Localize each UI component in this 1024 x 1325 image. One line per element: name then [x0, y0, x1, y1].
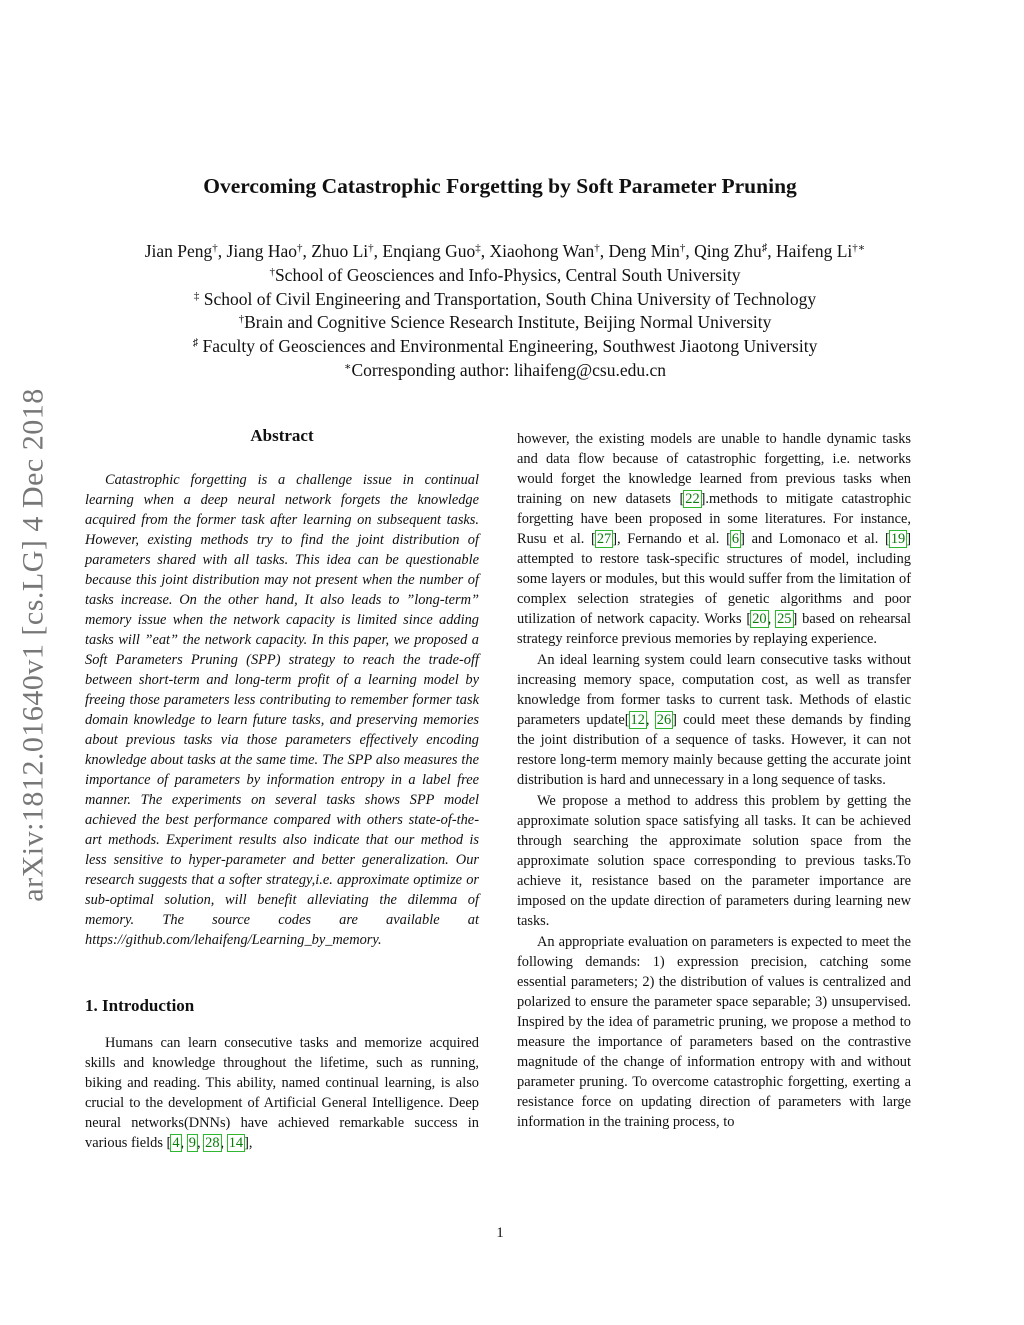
paragraph-text: An ideal learning system could learn consecutive tasks without increasing memory space, computation cost, as well as transfer knowledge from former tasks to current task. Methods of elastic parameters update[: [517, 652, 911, 728]
author-list: [0, 240, 1010, 264]
citation-link[interactable]: 28: [205, 1135, 220, 1151]
affiliation-mark: ♯: [192, 337, 199, 350]
abstract-heading: Abstract: [250, 426, 314, 445]
citation-link[interactable]: 6: [731, 531, 740, 547]
author-name: Zhuo Li: [311, 241, 369, 261]
affiliation-mark: ‡: [193, 289, 200, 302]
author-name: Jiang Hao: [226, 241, 298, 261]
author-separator: ,: [685, 241, 695, 261]
introduction-heading: 1. Introduction: [85, 996, 195, 1015]
author-name: Haifeng Li: [776, 241, 853, 261]
paragraph-text: ] and Lomonaco et al. [: [740, 531, 890, 547]
body-paragraph: An ideal learning system could learn consecutive tasks without increasing memory space, computation cost, as well as transfer knowledge from former tasks to current task. Methods of elastic parameters update[12, 26] could meet these demands by finding the joint distribution of a sequence of tasks. However, it can not restore long-term memory mainly because getting the accurate joint distribution is hard and unnecessary in a long sequence of tasks.: [517, 652, 911, 788]
author-mark: †∗: [852, 242, 866, 254]
author-mark: ‡: [475, 242, 481, 254]
author-separator: ,: [599, 241, 609, 261]
paragraph-text: however, the existing models are unable to handle dynamic tasks and data flow because of catastrophic forgetting, i.e. networks would forget the knowledge learned from previous tasks when training on new datasets [: [517, 431, 911, 507]
author-mark: †: [297, 242, 303, 254]
body-paragraph: We propose a method to address this problem by getting the approximate solution space satisfying all tasks. It can be achieved through searching the approximate solution space from the approximate solution space corresponding to previous tasks.To achieve it, resistance based on the parameter importance are imposed on the update direction of parameters during learning new tasks.: [517, 793, 911, 929]
page-number: 1: [496, 1225, 504, 1241]
citation-link[interactable]: 22: [685, 491, 700, 507]
left-column: [85, 426, 479, 1153]
citation-link[interactable]: 4: [172, 1135, 180, 1151]
author-name: Enqiang Guo: [382, 241, 476, 261]
author-name: Xiaohong Wan: [489, 241, 595, 261]
author-name: Jian Peng: [144, 241, 213, 261]
affiliation-mark: †: [238, 313, 245, 326]
abstract-text: Catastrophic forgetting is a challenge issue in continual learning when a deep neural network forgets the knowledge acquired from the former task after learning on subsequent tasks. However, existing methods try to find the joint distribution of parameters shared with all tasks. This idea can be questionable because this joint distribution may not present when the number of tasks increase. On the other hand, It also leads to ”long-term” memory issue when the network capacity is limited since adding tasks will ”eat” the network capacity. In this paper, we proposed a Soft Parameters Pruning (SPP) strategy to reach the trade-off between short-term and long-term profit of a learning model by freeing those parameters less contributing to remember former task domain knowledge to learn future tasks, and preserving memories about previous tasks via those parameters effectively encoding knowledge about tasks at the same time. The SPP also measures the importance of parameters by information entropy in a label free manner. The experiments on several tasks shows SPP model achieved the best performance compared with others state-of-the-art methods. Experiment results also indicate that our method is less sensitive to hyper-parameter and better generalization. Our research suggests that a softer strategy,i.e. approximate optimize or sub-optimal solution, will benefit alleviating the dilemma of memory. The source codes are available at https://github.com/lehaifeng/Learning_by_memory.: [85, 472, 479, 948]
affiliation-text: Faculty of Geosciences and Environmental Engineering, Southwest Jiaotong University: [198, 336, 818, 357]
paragraph-text: ], Fernando et al. [: [612, 531, 731, 547]
affiliation: [0, 264, 1010, 288]
author-name: Qing Zhu: [694, 241, 762, 261]
arxiv-stamp-text: arXiv:1812.01640v1 [cs.LG] 4 Dec 2018: [17, 388, 50, 902]
arxiv-stamp: [14, 360, 54, 930]
author-separator: ,: [302, 241, 312, 261]
affiliation-text: School of Geosciences and Info-Physics, Central South University: [274, 264, 741, 285]
affiliation-text: Brain and Cognitive Science Research Institute, Beijing Normal University: [244, 312, 772, 333]
citation-link[interactable]: 20: [752, 611, 767, 627]
paragraph-text: ].methods to mitigate catastrophic forgetting have been proposed in some literatures. For instance, Rusu et al. [: [517, 491, 911, 547]
affiliation: [0, 288, 1010, 312]
citation-link[interactable]: 25: [777, 611, 792, 627]
author-separator: ,: [217, 241, 227, 261]
corresponding-author: [0, 359, 1010, 383]
affiliation: [0, 335, 1010, 359]
author-name: Deng Min: [608, 241, 680, 261]
author-mark: †: [368, 242, 374, 254]
citation-link[interactable]: 27: [596, 531, 612, 547]
introduction-paragraph: Humans can learn consecutive tasks and memorize acquired skills and knowledge throughout the lifetime, such as running, biking and reading. This ability, named continual learning, is also crucial to the development of Artificial General Intelligence. Deep neural networks(DNNs) have achieved remarkable success in various fields [4, 9, 28, 14],: [85, 1035, 479, 1151]
paragraph-text: ] attempted to restore task-specific structures of model, including some layers or modules, but this would suffer from the limitation of complex selection strategies of genetic algorithms and poor utilization of network capacity. Works [: [517, 531, 912, 627]
body-paragraph: An appropriate evaluation on parameters is expected to meet the following demands: 1) expression precision, catching some essential parameters; 2) the distribution of values is centralized and polarized to ensure the parameter space separable; 3) unsupervised. Inspired by the idea of parametric pruning, we propose a method to measure the importance of parameters based on the contrastive magnitude of the change of information entropy with and without parameter pruning. To overcome catastrophic forgetting, exerting a resistance force on updating direction of parameters with large information in the training process, to: [517, 934, 911, 1130]
citation-link[interactable]: 26: [656, 712, 672, 728]
author-mark: ♯: [761, 242, 768, 254]
author-mark: †: [594, 242, 600, 254]
citation-link[interactable]: 19: [890, 531, 906, 547]
right-column: [517, 429, 911, 1132]
author-mark: †: [679, 242, 686, 254]
author-mark: †: [212, 242, 218, 254]
paragraph-text: ],: [244, 1135, 253, 1151]
author-separator: ,: [767, 241, 776, 261]
author-separator: ,: [480, 241, 490, 261]
author-separator: ,: [373, 241, 383, 261]
citation-link[interactable]: 9: [188, 1135, 196, 1151]
citation-link[interactable]: 14: [228, 1135, 244, 1151]
paper-title: Overcoming Catastrophic Forgetting by Soft Parameter Pruning: [203, 174, 797, 198]
citation-link[interactable]: 12: [630, 712, 645, 728]
affiliation-mark: ∗: [344, 360, 352, 373]
affiliation-text: School of Civil Engineering and Transportation, South China University of Technology: [199, 288, 817, 309]
paragraph-text: ] could meet these demands by finding the joint distribution of a sequence of tasks. However, it can not restore long-term memory mainly because getting the accurate joint distribution is hard and unnecessary in a long sequence of tasks.: [517, 712, 911, 788]
paragraph-text: ] based on rehearsal strategy reinforce previous memories by replaying experience.: [517, 611, 912, 647]
affiliation: [0, 311, 1010, 335]
paragraph-text: Humans can learn consecutive tasks and memorize acquired skills and knowledge throughout the lifetime, such as running, biking and reading. This ability, named continual learning, is also crucial to the development of Artificial General Intelligence. Deep neural networks(DNNs) have achieved remarkable success in various fields [: [85, 1035, 479, 1151]
corresponding-author-text: Corresponding author: lihaifeng@csu.edu.cn: [351, 359, 666, 380]
affiliation-mark: †: [269, 265, 275, 278]
body-paragraph: however, the existing models are unable to handle dynamic tasks and data flow because of catastrophic forgetting, i.e. networks would forget the knowledge learned from previous tasks when training on new datasets [22].methods to mitigate catastrophic forgetting have been proposed in some literatures. For instance, Rusu et al. [27], Fernando et al. [6] and Lomonaco et al. [19] attempted to restore task-specific structures of model, including some layers or modules, but this would suffer from the limitation of complex selection strategies of genetic algorithms and poor utilization of network capacity. Works [20, 25] based on rehearsal strategy reinforce previous memories by replaying experience.: [517, 431, 912, 647]
author-block: [0, 240, 1010, 383]
